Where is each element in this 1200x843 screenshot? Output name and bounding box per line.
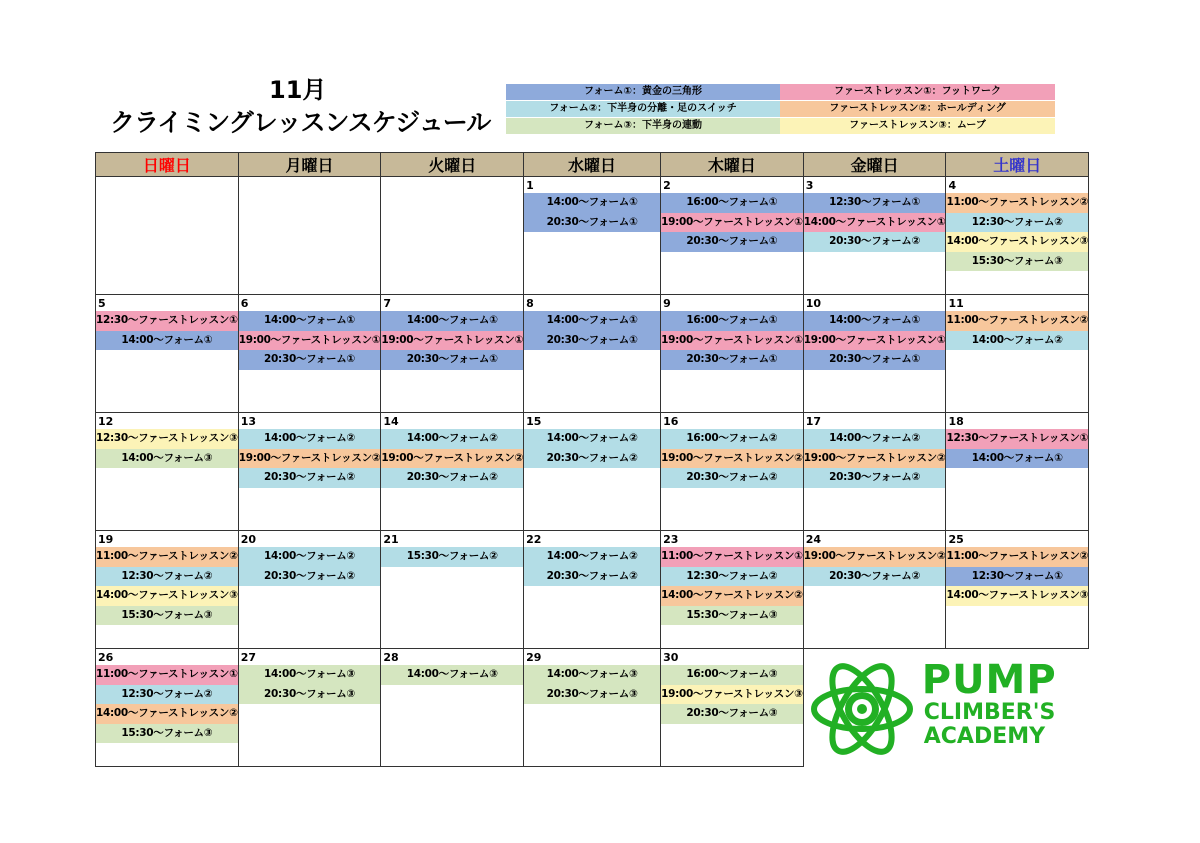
lesson-slot: 19:00～ファーストレッスン① [239, 331, 381, 351]
day-cell [946, 177, 1089, 295]
lesson-slot: 20:30～フォーム① [524, 331, 660, 351]
lesson-slot: 12:30～フォーム① [946, 567, 1088, 587]
day-cell [661, 413, 804, 531]
lesson-slot: 20:30～フォーム② [524, 449, 660, 469]
lesson-slot: 15:30～フォーム③ [96, 606, 238, 626]
lesson-slot: 14:00～フォーム① [524, 193, 660, 213]
lesson-slot: 20:30～フォーム① [804, 350, 946, 370]
lesson-slot: 20:30～フォーム② [381, 468, 523, 488]
month-title: 11月 [269, 76, 327, 104]
lesson-slot: 20:30～フォーム③ [524, 685, 660, 705]
lesson-slot: 19:00～ファーストレッスン① [661, 213, 803, 233]
day-number: 3 [805, 179, 814, 192]
lesson-slot: 16:00～フォーム② [661, 429, 803, 449]
lesson-slot: 12:30～フォーム② [946, 213, 1088, 233]
day-number: 13 [240, 415, 256, 428]
week-row [96, 649, 1089, 767]
day-number: 21 [383, 533, 399, 546]
lesson-slot: 15:30～フォーム② [381, 547, 523, 567]
lesson-slot: 15:30～フォーム③ [661, 606, 803, 626]
lesson-slot: 14:00～ファーストレッスン② [96, 704, 238, 724]
day-cell [524, 413, 661, 531]
lesson-slot: 11:00～ファーストレッスン② [946, 311, 1088, 331]
lesson-slot: 12:30～フォーム② [661, 567, 803, 587]
day-cell [96, 295, 239, 413]
weekday-header-row [96, 153, 1089, 177]
day-number: 10 [805, 297, 822, 310]
lesson-slot: 19:00～ファーストレッスン② [804, 449, 946, 469]
lesson-slot: 19:00～ファーストレッスン② [239, 449, 381, 469]
day-cell [946, 295, 1089, 413]
logo-line-1: PUMP [921, 657, 1057, 703]
day-cell [524, 531, 661, 649]
day-cell [96, 413, 239, 531]
lesson-slot: 14:00～フォーム② [946, 331, 1088, 351]
day-cell [803, 413, 946, 531]
lesson-slot: 14:00～フォーム② [804, 429, 946, 449]
empty-day-cell [96, 177, 239, 295]
day-number: 1 [526, 179, 534, 192]
lesson-slot: 20:30～フォーム② [524, 567, 660, 587]
lesson-slot: 14:00～ファーストレッスン③ [946, 232, 1088, 252]
weekday-sat: 土曜日 [946, 153, 1089, 177]
lesson-slot: 20:30～フォーム① [661, 350, 803, 370]
day-cell [381, 649, 524, 767]
day-cell [803, 177, 946, 295]
day-cell [803, 531, 946, 649]
lesson-slot: 20:30～フォーム② [239, 468, 381, 488]
lesson-slot: 15:30～フォーム③ [946, 252, 1088, 272]
legend-form-1: フォーム①：黄金の三角形 [506, 84, 780, 100]
day-cell [524, 295, 661, 413]
day-cell [381, 531, 524, 649]
lesson-slot: 19:00～ファーストレッスン③ [661, 685, 803, 705]
day-number: 30 [663, 651, 679, 664]
day-number: 25 [948, 533, 964, 546]
lesson-slot: 12:30～ファーストレッスン① [96, 311, 238, 331]
lesson-slot: 11:00～ファーストレッスン① [96, 665, 238, 685]
day-cell [381, 413, 524, 531]
empty-day-cell [238, 177, 381, 295]
day-cell [524, 649, 661, 767]
day-number: 14 [383, 415, 399, 428]
lesson-slot: 14:00～フォーム② [381, 429, 523, 449]
day-cell [661, 531, 804, 649]
day-cell [238, 531, 381, 649]
day-number: 9 [663, 297, 671, 310]
day-cell [96, 649, 239, 767]
lesson-slot: 14:00～フォーム② [524, 547, 660, 567]
lesson-slot: 14:00～ファーストレッスン③ [946, 586, 1088, 606]
day-number: 17 [805, 415, 822, 428]
lesson-slot: 14:00～フォーム① [96, 331, 238, 351]
legend-form-2: フォーム②：下半身の分離・足のスイッチ [506, 101, 780, 117]
lesson-slot: 20:30～フォーム① [381, 350, 523, 370]
day-number: 27 [240, 651, 256, 664]
weekday-sun: 日曜日 [96, 153, 239, 177]
week-row [96, 531, 1089, 649]
calendar-table [95, 152, 1089, 767]
lesson-slot: 16:00～フォーム③ [661, 665, 803, 685]
lesson-slot: 14:00～フォーム① [524, 311, 660, 331]
lesson-slot: 20:30～フォーム③ [239, 685, 381, 705]
day-number: 19 [98, 533, 114, 546]
lesson-slot: 12:30～フォーム② [96, 685, 238, 705]
logo-line-3: ACADEMY [923, 724, 1046, 749]
legend-first-lesson-2: ファーストレッスン②：ホールディング [780, 101, 1055, 117]
lesson-slot: 20:30～フォーム② [804, 567, 946, 587]
lesson-slot: 20:30～フォーム③ [661, 704, 803, 724]
day-number: 20 [240, 533, 256, 546]
lesson-slot: 19:00～ファーストレッスン① [381, 331, 523, 351]
day-number: 7 [383, 297, 392, 310]
legend-first-lesson-3: ファーストレッスン③：ムーブ [780, 118, 1055, 134]
lesson-slot: 19:00～ファーストレッスン② [381, 449, 523, 469]
lesson-slot: 16:00～フォーム① [661, 193, 803, 213]
weekday-wed: 水曜日 [524, 153, 661, 177]
day-cell [381, 295, 524, 413]
day-number: 16 [663, 415, 679, 428]
lesson-slot: 15:30～フォーム③ [96, 724, 238, 744]
lesson-slot: 11:00～ファーストレッスン② [946, 547, 1088, 567]
lesson-slot: 19:00～ファーストレッスン① [661, 331, 803, 351]
day-cell [661, 177, 804, 295]
day-cell [946, 531, 1089, 649]
weekday-thu: 木曜日 [661, 153, 804, 177]
day-number: 8 [526, 297, 534, 310]
day-number: 22 [526, 533, 542, 546]
lesson-slot: 11:00～ファーストレッスン① [661, 547, 803, 567]
day-cell [661, 295, 804, 413]
lesson-slot: 20:30～フォーム② [804, 232, 946, 252]
weekday-tue: 火曜日 [381, 153, 524, 177]
logo-cell [803, 649, 1088, 767]
lesson-slot: 14:00～フォーム③ [381, 665, 523, 685]
day-cell [238, 649, 381, 767]
day-number: 2 [663, 179, 671, 192]
lesson-slot: 14:00～ファーストレッスン③ [96, 586, 238, 606]
weekday-mon: 月曜日 [238, 153, 381, 177]
lesson-slot: 19:00～ファーストレッスン① [804, 331, 946, 351]
lesson-slot: 20:30～フォーム② [804, 468, 946, 488]
lesson-slot: 14:00～ファーストレッスン① [804, 213, 946, 233]
lesson-slot: 14:00～フォーム② [239, 429, 381, 449]
day-cell [238, 413, 381, 531]
weekday-fri: 金曜日 [803, 153, 946, 177]
day-number: 26 [98, 651, 114, 664]
lesson-slot: 20:30～フォーム① [524, 213, 660, 233]
lesson-slot: 19:00～ファーストレッスン② [804, 547, 946, 567]
day-number: 15 [526, 415, 542, 428]
lesson-slot: 14:00～フォーム① [804, 311, 946, 331]
empty-day-cell [381, 177, 524, 295]
day-number: 24 [805, 533, 822, 546]
lesson-slot: 12:30～フォーム② [96, 567, 238, 587]
lesson-slot: 14:00～フォーム③ [96, 449, 238, 469]
lesson-slot: 14:00～フォーム② [524, 429, 660, 449]
lesson-slot: 14:00～フォーム① [239, 311, 381, 331]
day-number: 29 [526, 651, 542, 664]
lesson-slot: 14:00～フォーム② [239, 547, 381, 567]
day-cell [96, 531, 239, 649]
legend-first-lesson-1: ファーストレッスン①：フットワーク [780, 84, 1055, 100]
lesson-slot: 12:30～ファーストレッスン① [946, 429, 1088, 449]
day-number: 4 [948, 179, 957, 192]
legend-form-3: フォーム③：下半身の連動 [506, 118, 780, 134]
lesson-slot: 12:30～ファーストレッスン③ [96, 429, 238, 449]
lesson-slot: 20:30～フォーム① [239, 350, 381, 370]
day-number: 5 [98, 297, 106, 310]
lesson-slot: 11:00～ファーストレッスン② [946, 193, 1088, 213]
day-cell [238, 295, 381, 413]
day-number: 28 [383, 651, 399, 664]
logo-line-2: CLIMBER'S [923, 700, 1056, 725]
lesson-slot: 14:00～フォーム③ [524, 665, 660, 685]
lesson-slot: 20:30～フォーム① [661, 232, 803, 252]
week-row [96, 413, 1089, 531]
day-cell [803, 295, 946, 413]
day-number: 12 [98, 415, 114, 428]
day-number: 11 [948, 297, 964, 310]
lesson-slot: 11:00～ファーストレッスン② [96, 547, 238, 567]
day-number: 18 [948, 415, 964, 428]
pump-climbers-academy-logo [810, 655, 1080, 765]
day-cell [946, 413, 1089, 531]
week-row [96, 177, 1089, 295]
lesson-slot: 14:00～フォーム③ [239, 665, 381, 685]
lesson-slot: 16:00～フォーム① [661, 311, 803, 331]
lesson-slot: 19:00～ファーストレッスン② [661, 449, 803, 469]
lesson-slot: 14:00～ファーストレッスン② [661, 586, 803, 606]
lesson-slot: 14:00～フォーム① [946, 449, 1088, 469]
day-cell [661, 649, 804, 767]
day-cell [524, 177, 661, 295]
lesson-slot: 20:30～フォーム② [239, 567, 381, 587]
lesson-slot: 20:30～フォーム② [661, 468, 803, 488]
atom-icon [810, 657, 914, 761]
week-row [96, 295, 1089, 413]
day-number: 6 [240, 297, 249, 310]
day-number: 23 [663, 533, 679, 546]
schedule-title: クライミングレッスンスケジュール [110, 108, 491, 137]
lesson-slot: 12:30～フォーム① [804, 193, 946, 213]
lesson-slot: 14:00～フォーム① [381, 311, 523, 331]
